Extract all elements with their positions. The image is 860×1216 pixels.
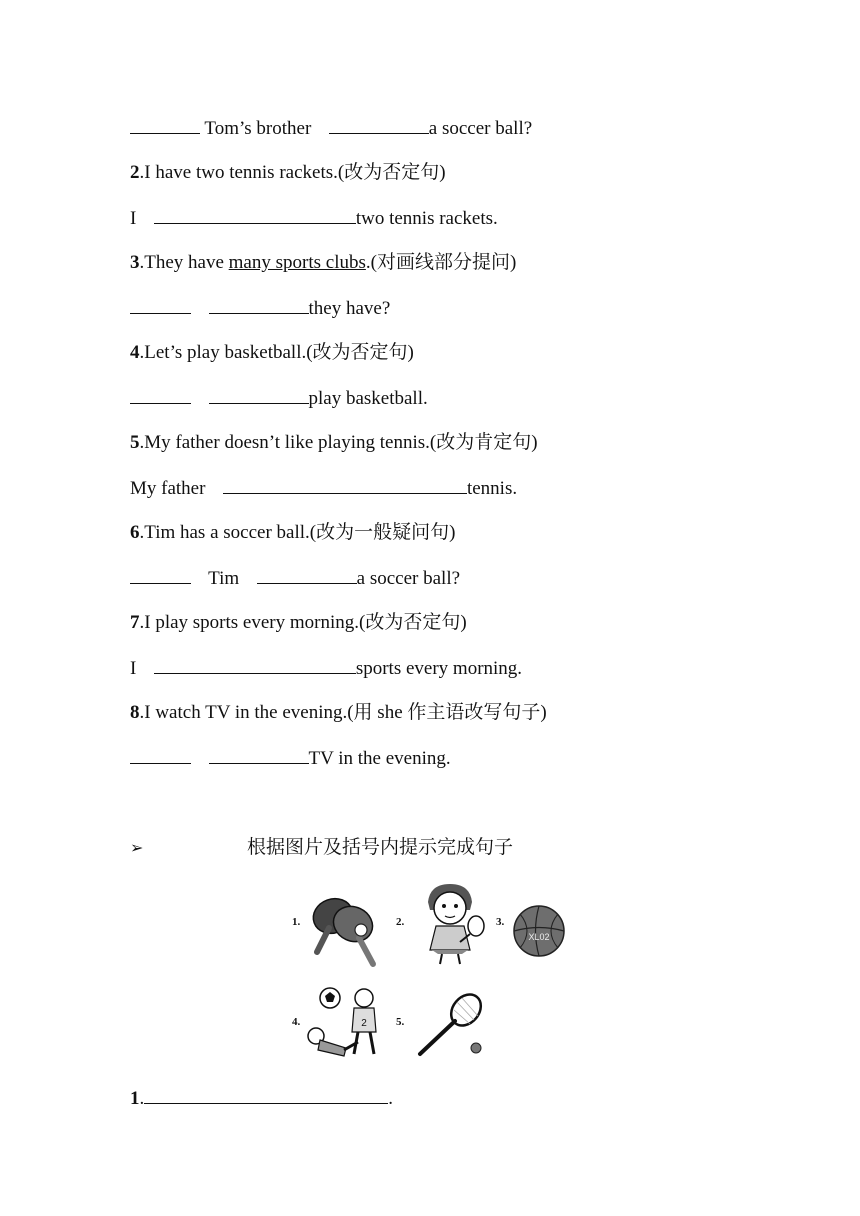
blank[interactable]: [130, 296, 191, 314]
word: tennis.: [466, 478, 518, 499]
blank[interactable]: [130, 566, 191, 584]
blank[interactable]: [209, 296, 309, 314]
question-number: 2: [130, 162, 140, 183]
blank[interactable]: [257, 566, 357, 584]
picture-label: 5.: [396, 1016, 405, 1028]
answer-line-4: [130, 386, 428, 411]
word: a soccer ball?: [428, 118, 533, 139]
blank[interactable]: [130, 116, 200, 134]
question-text: .I play sports every morning.(改为否定句): [139, 612, 467, 633]
question-text: .They have: [139, 252, 229, 273]
question-number: 7: [130, 612, 140, 633]
word: My father: [130, 478, 206, 499]
question-6: [130, 521, 455, 545]
question-text: .Let’s play basketball.(改为否定句): [139, 342, 414, 363]
word: a soccer ball?: [356, 568, 461, 589]
word: play basketball.: [308, 388, 428, 409]
underlined-phrase: many sports clubs: [228, 252, 366, 273]
word: Tom’s brother: [204, 118, 312, 139]
word: I: [130, 658, 137, 679]
basketball-text: XL02: [528, 932, 550, 942]
blank[interactable]: [130, 386, 191, 404]
word: .: [388, 1088, 393, 1109]
blank[interactable]: [154, 656, 356, 674]
picture-label: 2.: [396, 916, 405, 928]
fill-line-1: [130, 116, 532, 141]
answer-line-pic-1: 1. .: [130, 1088, 393, 1109]
answer-line-5: [130, 476, 517, 501]
question-text: .I have two tennis rackets.(改为否定句): [139, 162, 446, 183]
question-text: .My father doesn’t like playing tennis.(改为肯定句): [139, 432, 538, 453]
arrow-bullet-icon: ➢: [130, 838, 144, 857]
answer-line-2: [130, 206, 498, 231]
girl-tennis-icon: [410, 880, 490, 968]
question-2: [130, 161, 446, 185]
section-title: 根据图片及括号内提示完成句子: [247, 837, 514, 858]
blank[interactable]: [130, 746, 191, 764]
question-text: .Tim has a soccer ball.(改为一般疑问句): [139, 522, 456, 543]
word: two tennis rackets.: [355, 208, 498, 229]
word: they have?: [308, 298, 391, 319]
answer-line-8: [130, 746, 451, 771]
question-number: 6: [130, 522, 140, 543]
question-text: .I watch TV in the evening.(用 she 作主语改写句子): [139, 702, 547, 723]
answer-line-7: [130, 656, 522, 681]
tennis-racket-icon: [414, 992, 490, 1062]
question-4: [130, 341, 414, 365]
word: TV in the evening.: [308, 748, 451, 769]
word: I: [130, 208, 137, 229]
player-number: 2: [361, 1018, 367, 1029]
blank[interactable]: [209, 386, 309, 404]
question-number: 1: [130, 1088, 140, 1109]
blank[interactable]: [144, 1086, 388, 1104]
question-8: [130, 701, 547, 725]
question-5: [130, 431, 538, 455]
picture-label: 3.: [496, 916, 505, 928]
blank[interactable]: [209, 746, 309, 764]
picture-label: 4.: [292, 1016, 301, 1028]
question-text: .(对画线部分提问): [365, 252, 517, 273]
word: sports every morning.: [355, 658, 523, 679]
blank[interactable]: [329, 116, 429, 134]
blank[interactable]: [154, 206, 356, 224]
blank[interactable]: [223, 476, 467, 494]
soccer-players-icon: [300, 984, 400, 1064]
question-number: 3: [130, 252, 140, 273]
question-3: [130, 251, 516, 275]
picture-label: 1.: [292, 916, 301, 928]
question-number: 8: [130, 702, 140, 723]
answer-line-6: [130, 566, 460, 591]
ping-pong-paddles-icon: [305, 890, 385, 970]
question-number: 5: [130, 432, 140, 453]
question-7: [130, 611, 467, 635]
basketball-icon: [512, 904, 566, 958]
word: Tim: [208, 568, 240, 589]
question-number: 4: [130, 342, 140, 363]
answer-line-3: [130, 296, 390, 321]
